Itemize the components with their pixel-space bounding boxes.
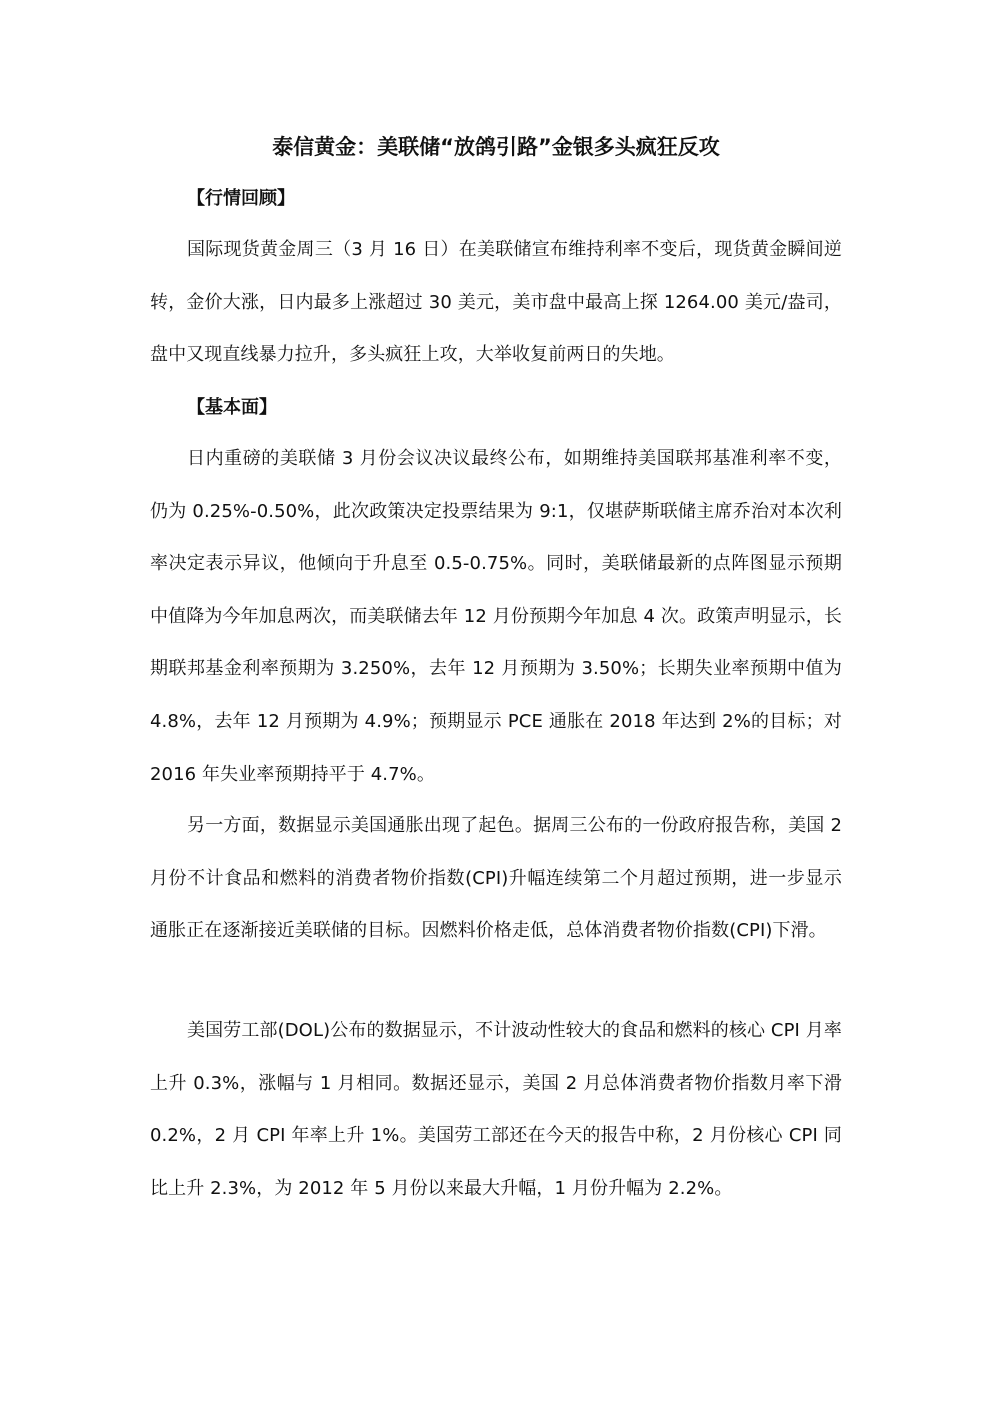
- paragraph-fomc-decision: 日内重磅的美联储 3 月份会议决议最终公布，如期维持美国联邦基准利率不变，仍为 0.25%-0.50%，此次政策决定投票结果为 9:1，仅堪萨斯联储主席乔治对本次利率决定表示异议，他倾向于升息至 0.5-0.75%。同时，美联储最新的点阵图显示预期中值降为今年加息两次，而美联储去年 12 月份预期今年加息 4 次。政策声明显示，长期联邦基金利率预期为 3.250%，去年 12 月预期为 3.50%；长期失业率预期中值为 4.8%，去年 12 月预期为 4.9%；预期显示 PCE 通胀在 2018 年达到 2%的目标；对 2016 年失业率预期持平于 4.7%。: [150, 448, 842, 785]
- paragraph-market-review: 国际现货黄金周三（3 月 16 日）在美联储宣布维持利率不变后，现货黄金瞬间逆转，金价大涨，日内最多上涨超过 30 美元，美市盘中最高上探 1264.00 美元/盎司，盘中又现直线暴力拉升，多头疯狂上攻，大举收复前两日的失地。: [150, 239, 842, 366]
- document-title: 泰信黄金：美联储“放鸽引路”金银多头疯狂反攻: [272, 135, 720, 159]
- paragraph-dol-cpi-data: 美国劳工部(DOL)公布的数据显示，不计波动性较大的食品和燃料的核心 CPI 月率上升 0.3%，涨幅与 1 月相同。数据还显示，美国 2 月总体消费者物价指数月率下滑 0.2%，2 月 CPI 年率上升 1%。美国劳工部还在今天的报告中称，2 月份核心 CPI 同比上升 2.3%，为 2012 年 5 月份以来最大升幅，1 月份升幅为 2.2%。: [150, 1020, 842, 1199]
- paragraph-inflation-report: 另一方面，数据显示美国通胀出现了起色。据周三公布的一份政府报告称，美国 2 月份不计食品和燃料的消费者物价指数(CPI)升幅连续第二个月超过预期，进一步显示通胀正在逐渐接近美联储的目标。因燃料价格走低，总体消费者物价指数(CPI)下滑。: [150, 815, 842, 942]
- section-heading-market-review: 【行情回顾】: [187, 188, 295, 209]
- section-heading-fundamentals: 【基本面】: [187, 397, 277, 418]
